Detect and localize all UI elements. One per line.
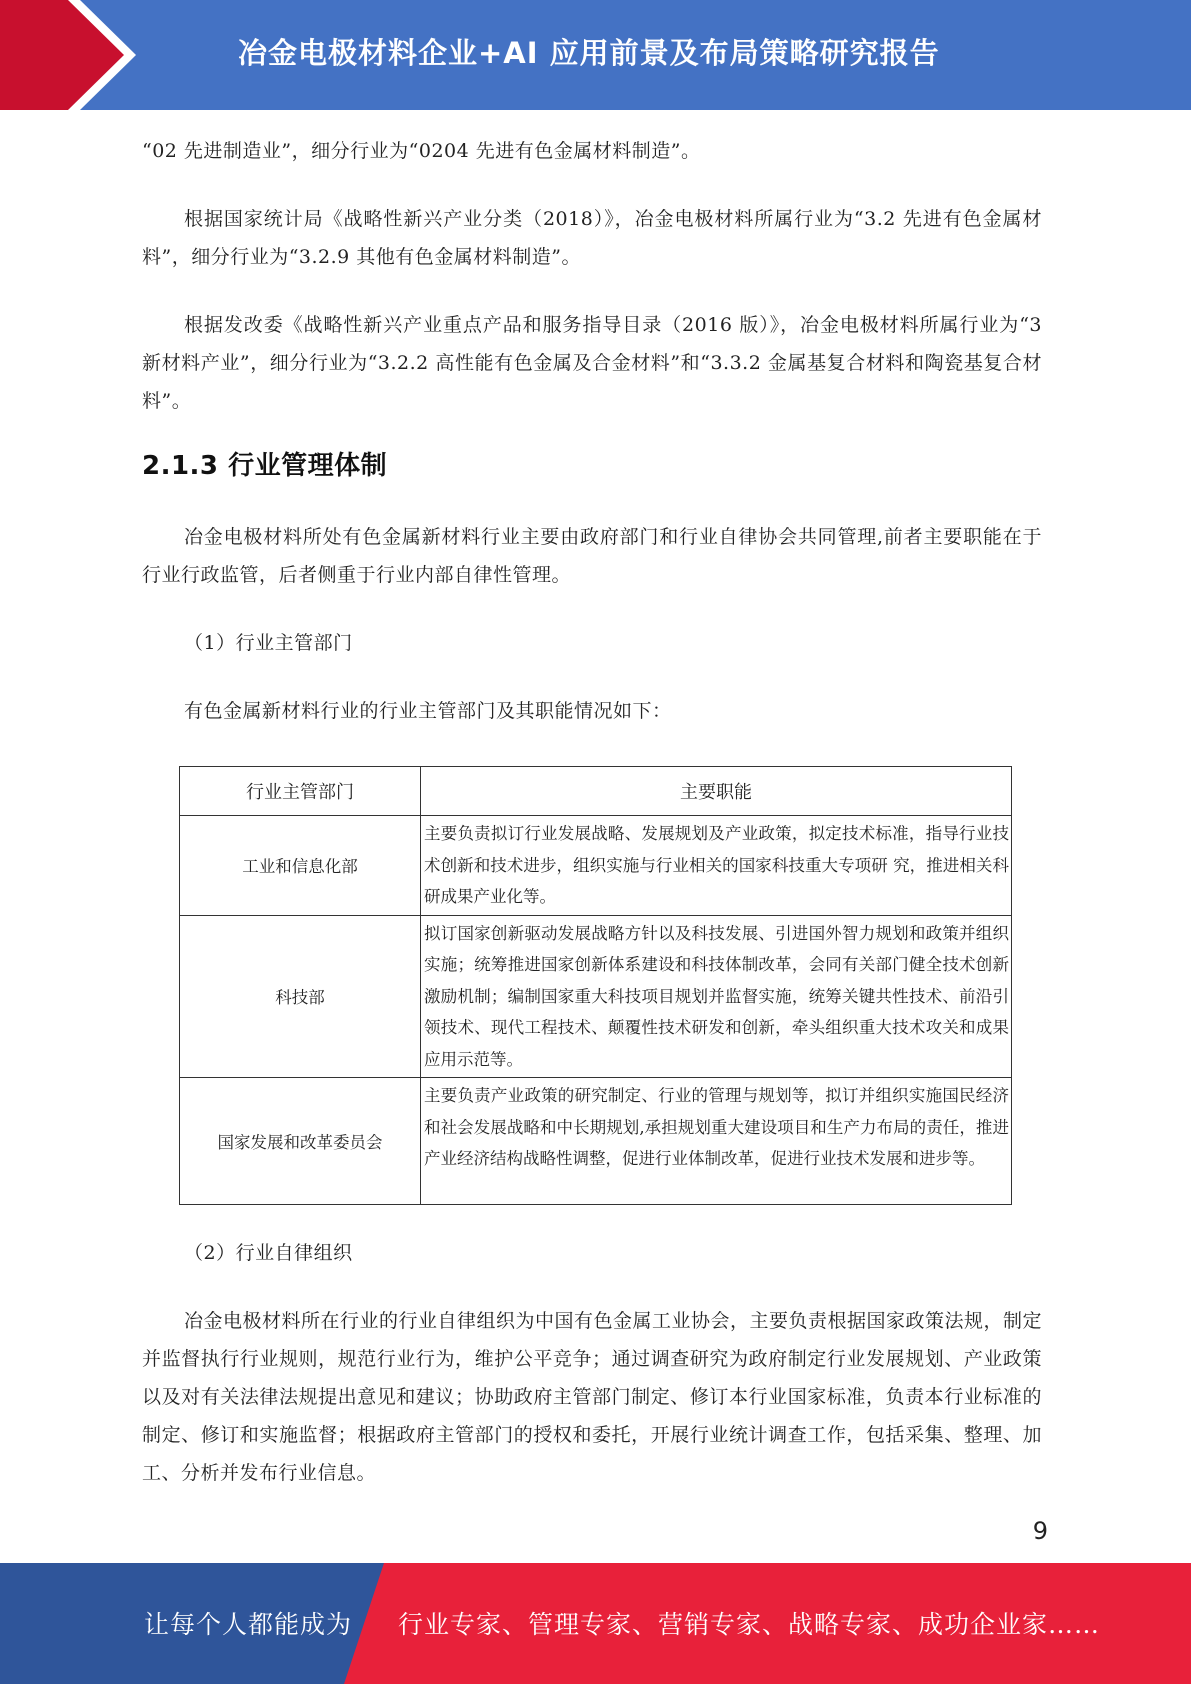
- paragraph-6: 冶金电极材料所在行业的行业自律组织为中国有色金属工业协会，主要负责根据国家政策法规，制定并监督执行行业规则，规范行业行为，维护公平竞争；通过调查研究为政府制定行业发展规划、产业政策以及对有关法律法规提出意见和建议；协助政府主管部门制定、修订本行业国家标准，负责本行业标准的制定、修订和实施监督；根据政府主管部门的授权和委托，开展行业统计调查工作，包括采集、整理、加工、分析并发布行业信息。: [142, 1310, 1043, 1484]
- page-header: [0, 0, 1191, 110]
- report-title: 冶金电极材料企业+AI 应用前景及布局策略研究报告: [238, 36, 940, 70]
- departments-table: [179, 766, 1012, 1205]
- subheading-1: （1）行业主管部门: [184, 632, 353, 654]
- lower-content: [142, 1234, 1042, 1492]
- section-heading: 2.1.3 行业管理体制: [142, 451, 388, 481]
- dept-cell: 科技部: [180, 915, 421, 1078]
- paragraph-2: 根据国家统计局《战略性新兴产业分类（2018）》，冶金电极材料所属行业为“3.2 先进有色金属材料”，细分行业为“3.2.9 其他有色金属材料制造”。: [142, 208, 1042, 268]
- func-cell: 拟订国家创新驱动发展战略方针以及科技发展、引进国外智力规划和政策并组织实施；统筹推进国家创新体系建设和科技体制改革，会同有关部门健全技术创新激励机制；编制国家重大科技项目规划并监督实施，统筹关键共性技术、前沿引领技术、现代工程技术、颠覆性技术研发和创新，牵头组织重大技术攻关和成果应用示范等。: [421, 915, 1012, 1078]
- footer-slogan-right: 行业专家、管理专家、营销专家、战略专家、成功企业家……: [398, 1610, 1101, 1639]
- main-content: [142, 132, 1042, 730]
- page-footer: [0, 1563, 1191, 1684]
- paragraph-4: 冶金电极材料所处有色金属新材料行业主要由政府部门和行业自律协会共同管理,前者主要职能在于行业行政监管，后者侧重于行业内部自律性管理。: [142, 526, 1042, 586]
- table-row: [180, 816, 1012, 916]
- table-row: [180, 1078, 1012, 1205]
- table-row: [180, 915, 1012, 1078]
- page-number: 9: [1032, 1517, 1048, 1545]
- func-cell: 主要负责拟订行业发展战略、发展规划及产业政策，拟定技术标准，指导行业技术创新和技术进步，组织实施与行业相关的国家科技重大专项研 究，推进相关科研成果产业化等。: [421, 816, 1012, 916]
- table-header-row: [180, 767, 1012, 816]
- paragraph-1: “02 先进制造业”，细分行业为“0204 先进有色金属材料制造”。: [142, 140, 701, 162]
- dept-cell: 工业和信息化部: [180, 816, 421, 916]
- footer-slogan-left: 让每个人都能成为: [144, 1610, 353, 1639]
- paragraph-3: 根据发改委《战略性新兴产业重点产品和服务指导目录（2016 版）》，冶金电极材料所属行业为“3 新材料产业”，细分行业为“3.2.2 高性能有色金属及合金材料”和“3.3.2 金属基复合材料和陶瓷基复合材料”。: [142, 314, 1042, 412]
- header-red-chevron: [0, 0, 150, 110]
- subheading-2: （2）行业自律组织: [184, 1242, 353, 1264]
- paragraph-5: 有色金属新材料行业的行业主管部门及其职能情况如下：: [184, 700, 672, 722]
- table-header-func: 主要职能: [421, 767, 1012, 816]
- table-header-dept: 行业主管部门: [180, 767, 421, 816]
- func-cell: 主要负责产业政策的研究制定、行业的管理与规划等，拟订并组织实施国民经济和社会发展战略和中长期规划,承担规划重大建设项目和生产力布局的责任，推进产业经济结构战略性调整，促进行业体制改革，促进行业技术发展和进步等。: [421, 1078, 1012, 1205]
- dept-cell: 国家发展和改革委员会: [180, 1078, 421, 1205]
